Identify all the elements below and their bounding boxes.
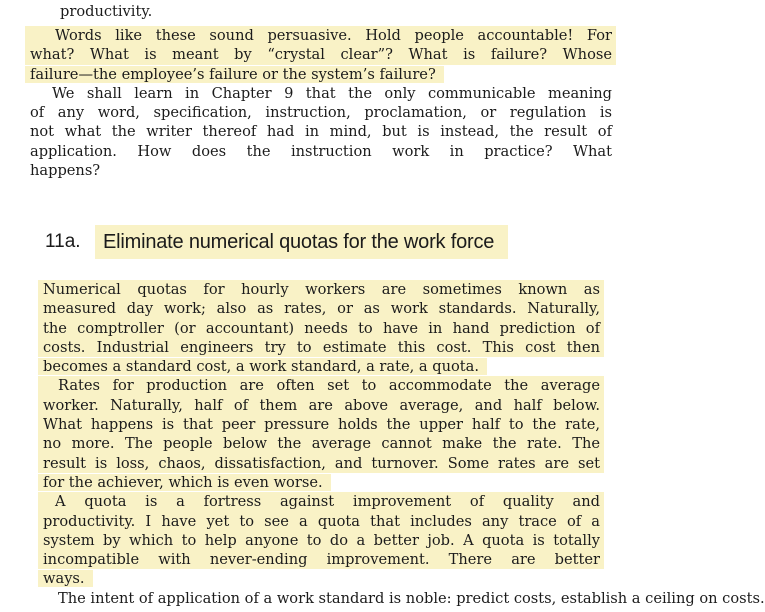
section-title: Eliminate numerical quotas for the work force [95, 225, 508, 259]
text-line [38, 357, 604, 376]
clipped-next-line [43, 589, 765, 607]
highlighted-text: failure—the employee’s failure or the system’s failure? [25, 66, 444, 83]
highlighted-text: ways. [38, 570, 93, 587]
intro-text-block [30, 26, 612, 180]
paragraph-accountability [30, 26, 612, 84]
text-line: no more. The people below the average cannot make the rate. The [38, 434, 604, 453]
highlighted-text: becomes a standard cost, a work standard, a rate, a quota. [38, 358, 487, 375]
quota-text-block [43, 280, 765, 607]
text-line [38, 569, 604, 588]
paragraph-rates [43, 376, 600, 492]
highlighted-text: for the achiever, which is even worse. [38, 474, 331, 491]
text-line: We shall learn in Chapter 9 that the only communicable meaning [52, 84, 612, 102]
paragraph-quota-fortress [43, 492, 600, 588]
previous-paragraph-last-line: productivity. [60, 3, 153, 20]
text-line: of any word, specification, instruction, proclamation, or regulation is [30, 104, 612, 122]
text-line: incompatible with never-ending improvement. There are better [38, 550, 604, 569]
section-heading [0, 225, 647, 259]
text-line: not what the writer thereof had in mind, but is instead, the result of [30, 123, 612, 141]
text-line: measured day work; also as rates, or as work standards. Naturally, [38, 299, 604, 318]
text-line: result is loss, chaos, dissatisfaction, and turnover. Some rates are set [38, 454, 604, 473]
text-line: The intent of application of a work standard is noble: predict costs, establish a ceiling on costs. [58, 589, 765, 607]
text-line: What happens is that peer pressure holds the upper half to the rate, [38, 415, 604, 434]
text-line: worker. Naturally, half of them are above average, and half below. [38, 396, 604, 415]
section-number: 11a. [45, 231, 81, 252]
text-line: Words like these sound persuasive. Hold people accountable! For [25, 26, 616, 45]
text-line [38, 473, 604, 492]
text-line: the comptroller (or accountant) needs to have in hand prediction of [38, 319, 604, 338]
text-line: A quota is a fortress against improvement of quality and [38, 492, 604, 511]
text-line [25, 65, 616, 84]
text-line: productivity. I have yet to see a quota that includes any trace of a [38, 512, 604, 531]
text-line: costs. Industrial engineers try to estimate this cost. This cost then [38, 338, 604, 357]
text-line: system by which to help anyone to do a better job. A quota is totally [38, 531, 604, 550]
text-line: Numerical quotas for hourly workers are sometimes known as [38, 280, 604, 299]
paragraph-chapter9 [30, 84, 612, 180]
paragraph-numerical-quotas [43, 280, 600, 376]
text-line: Rates for production are often set to accommodate the average [38, 376, 604, 395]
text-line: application. How does the instruction work in practice? What [30, 142, 612, 160]
text-line: what? What is meant by “crystal clear”? What is failure? Whose [25, 45, 616, 64]
text-line: happens? [30, 162, 101, 180]
